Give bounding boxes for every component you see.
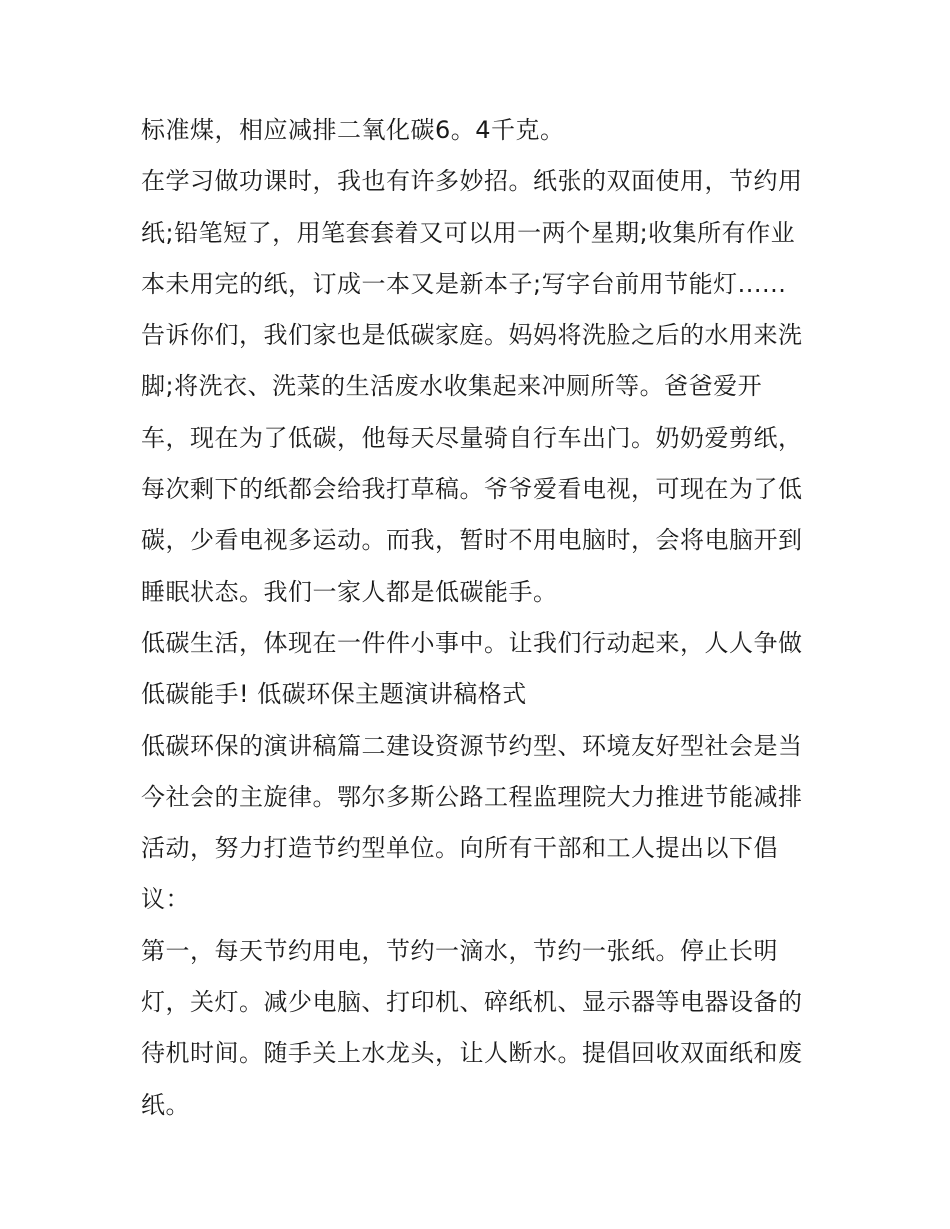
- text-line: 睡眠状态。我们一家人都是低碳能手。: [141, 577, 558, 606]
- text-line: 在学习做功课时，我也有许多妙招。纸张的双面使用，节约用: [141, 167, 803, 196]
- text-line: 今社会的主旋律。鄂尔多斯公路工程监理院大力推进节能减排: [141, 782, 803, 811]
- text-line: 告诉你们，我们家也是低碳家庭。妈妈将洗脸之后的水用来洗: [141, 321, 803, 350]
- text-line: 纸。: [141, 1090, 190, 1119]
- text-line: 纸;铅笔短了，用笔套套着又可以用一两个星期;收集所有作业: [141, 218, 796, 247]
- text-line: 车，现在为了低碳，他每天尽量骑自行车出门。奶奶爱剪纸，: [141, 423, 803, 452]
- text-line: 脚;将洗衣、洗菜的生活废水收集起来冲厕所等。爸爸爱开: [141, 372, 763, 401]
- text-line: 本未用完的纸，订成一本又是新本子;写字台前用节能灯......: [141, 269, 787, 298]
- text-line: 待机时间。随手关上水龙头，让人断水。提倡回收双面纸和废: [141, 1039, 803, 1068]
- text-line: 每次剩下的纸都会给我打草稿。爷爷爱看电视，可现在为了低: [141, 475, 803, 504]
- text-line: 碳，少看电视多运动。而我，暂时不用电脑时，会将电脑开到: [141, 526, 803, 555]
- text-line: 低碳环保的演讲稿篇二建设资源节约型、环境友好型社会是当: [141, 731, 803, 760]
- text-line: 低碳生活，体现在一件件小事中。让我们行动起来，人人争做: [141, 628, 803, 657]
- text-line: 灯，关灯。减少电脑、打印机、碎纸机、显示器等电器设备的: [141, 988, 803, 1017]
- text-line: 第一，每天节约用电，节约一滴水，节约一张纸。停止长明: [141, 936, 778, 965]
- text-line: 活动，努力打造节约型单位。向所有干部和工人提出以下倡: [141, 834, 778, 863]
- text-line: 低碳能手! 低碳环保主题演讲稿格式: [141, 680, 527, 709]
- body-text: [141, 105, 821, 1131]
- text-line: 标准煤，相应减排二氧化碳6。4千克。: [141, 116, 565, 144]
- text-line: 议：: [141, 885, 190, 914]
